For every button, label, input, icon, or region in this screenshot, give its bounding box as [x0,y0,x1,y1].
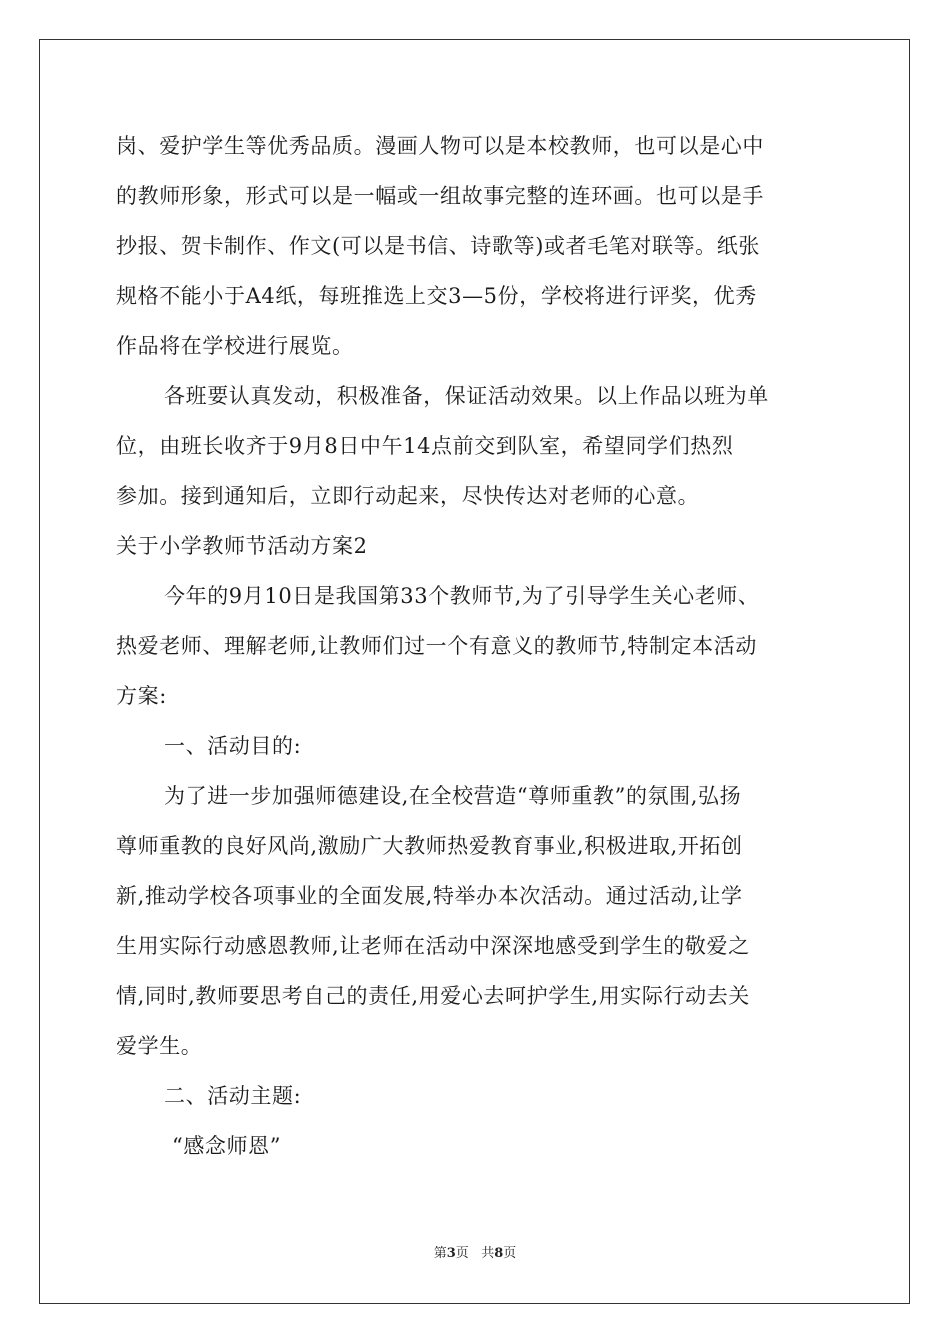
paragraph-line: 位，由班长收齐于9月8日中午14点前交到队室，希望同学们热烈 [116,434,734,458]
total-page-count: 8 [494,1246,504,1261]
page-border [39,39,910,1304]
paragraph-line: 爱学生。 [116,1034,203,1058]
page-suffix: 页 [455,1246,469,1261]
paragraph-line: 情,同时,教师要思考自己的责任,用爱心去呵护学生,用实际行动去关 [116,984,750,1008]
current-page-number: 3 [446,1246,456,1261]
paragraph-line: 作品将在学校进行展览。 [116,334,354,358]
paragraph-line: 抄报、贺卡制作、作文(可以是书信、诗歌等)或者毛笔对联等。纸张 [116,234,760,258]
paragraph-line: 参加。接到通知后，立即行动起来，尽快传达对老师的心意。 [116,484,700,508]
total-prefix: 共 [481,1246,495,1261]
paragraph-line: 尊师重教的良好风尚,激励广大教师热爱教育事业,积极进取,开拓创 [116,834,743,858]
paragraph-line: 热爱老师、理解老师,让教师们过一个有意义的教师节,特制定本活动 [116,634,757,658]
page-prefix: 第 [433,1246,447,1261]
paragraph-line: 规格不能小于A4纸，每班推选上交3—5份，学校将进行评奖，优秀 [116,284,757,308]
paragraph-line: 生用实际行动感恩教师,让老师在活动中深深地感受到学生的敬爱之 [116,934,750,958]
section-heading: 关于小学教师节活动方案2 [116,534,368,558]
theme-quote: “感念师恩” [172,1134,282,1158]
paragraph-line: 方案: [116,684,167,708]
paragraph-line: 今年的9月10日是我国第33个教师节,为了引导学生关心老师、 [164,584,760,608]
paragraph-line: 新,推动学校各项事业的全面发展,特举办本次活动。通过活动,让学 [116,884,743,908]
subheading-purpose: 一、活动目的: [164,734,302,758]
paragraph-line: 各班要认真发动，积极准备，保证活动效果。以上作品以班为单 [164,384,769,408]
paragraph-line: 为了进一步加强师德建设,在全校营造“尊师重教”的氛围,弘扬 [164,784,742,808]
paragraph-line: 的教师形象，形式可以是一幅或一组故事完整的连环画。也可以是手 [116,184,764,208]
paragraph-line: 岗、爱护学生等优秀品质。漫画人物可以是本校教师，也可以是心中 [116,134,764,158]
subheading-theme: 二、活动主题: [164,1084,302,1108]
page-footer [0,1245,950,1263]
total-suffix: 页 [503,1246,517,1261]
